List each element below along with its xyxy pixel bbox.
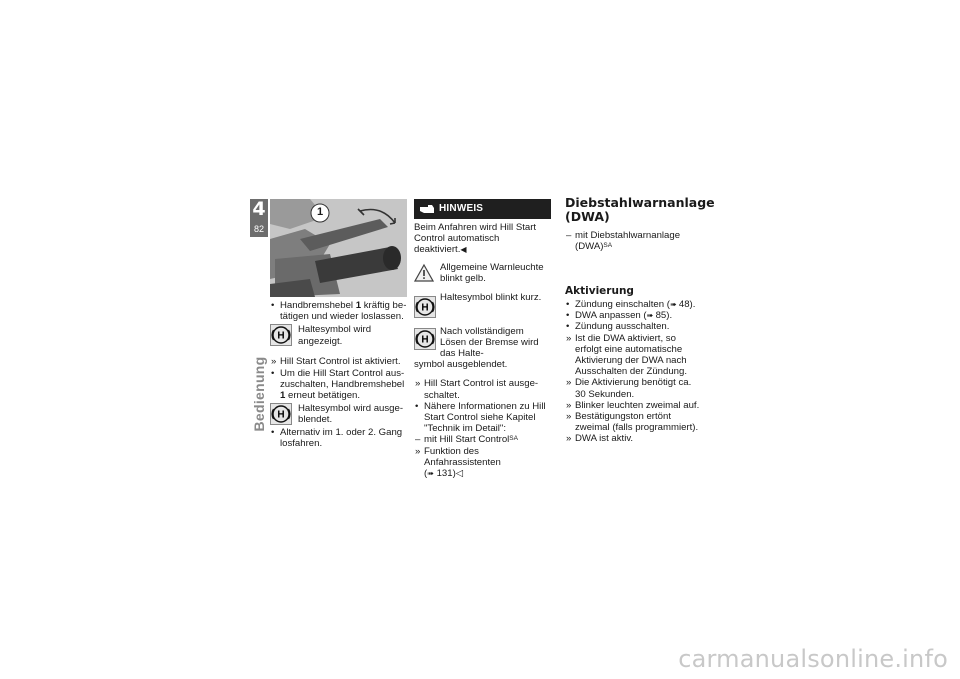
list-item: – mit Hill Start Control$^{SA}$ bbox=[415, 434, 518, 446]
hand-pointer-icon bbox=[420, 204, 435, 214]
hold-blink-row: H Haltesymbol blinkt kurz. bbox=[414, 292, 552, 322]
chapter-number: 4 bbox=[252, 198, 266, 220]
list-item: • Alternativ im 1. oder 2. Gang losfahren. bbox=[271, 427, 403, 450]
list-item: » Funktion des Anfahrassistenten (➠ 131)◁ bbox=[415, 445, 501, 480]
hold-symbol-row: H Haltesymbol wird ausge-blendet. bbox=[270, 403, 408, 427]
left-column bbox=[270, 300, 408, 450]
brake-lever-figure bbox=[270, 199, 407, 297]
side-chapter-title-text: Bedienung bbox=[251, 356, 267, 432]
warning-triangle-icon bbox=[414, 262, 434, 287]
svg-text:H: H bbox=[277, 409, 285, 421]
hold-symbol-icon bbox=[270, 324, 292, 349]
hold-symbol-icon bbox=[270, 403, 292, 428]
notice-header bbox=[414, 199, 551, 219]
list-item: » Die Aktivierung benötigt ca. 30 Sekunden. bbox=[566, 377, 692, 400]
warning-row: Allgemeine Warnleuchte blinkt gelb. bbox=[414, 262, 552, 286]
middle-column bbox=[414, 222, 552, 479]
page-ref-arrow-icon: ➠ bbox=[669, 300, 679, 309]
list-item: » Ist die DWA aktiviert, so erfolgt eine automatische Aktivierung der DWA nach Ausschalten der Zündung. bbox=[566, 332, 688, 378]
list-item: • Zündung ausschalten. bbox=[566, 321, 670, 333]
notice-text: Beim Anfahren wird Hill Start Control automatisch deaktiviert.◀ bbox=[414, 222, 537, 256]
list-item: • Zündung einschalten (➠ 48). bbox=[566, 299, 696, 310]
list-item: • Um die Hill Start Control aus-zuschalten, Handbremshebel 1 erneut betätigen. bbox=[271, 367, 405, 402]
hold-symbol-row: H Haltesymbol wird angezeigt. bbox=[270, 324, 408, 348]
hold-symbol-icon bbox=[414, 328, 436, 353]
svg-text:H: H bbox=[277, 330, 285, 342]
list-item: » DWA ist aktiv. bbox=[566, 433, 634, 445]
list-item: • Handbremshebel 1 kräftig be-tätigen und wieder loslassen. bbox=[271, 300, 407, 323]
page-ref-arrow-icon: ➠ bbox=[427, 469, 434, 479]
list-item: » Bestätigungston ertönt zweimal (falls programmiert). bbox=[566, 411, 699, 434]
list-item: » Hill Start Control ist aktiviert. bbox=[271, 356, 401, 368]
figure-callout: 1 bbox=[316, 206, 324, 218]
page-number: 82 bbox=[253, 224, 264, 234]
hold-release-row: H Nach vollständigem Lösen der Bremse wird das Halte- bbox=[414, 326, 552, 360]
activation-list bbox=[565, 299, 700, 445]
list-item: • DWA anpassen (➠ 85). bbox=[566, 310, 673, 322]
notice-label: HINWEIS bbox=[439, 203, 484, 214]
list-item: • Nähere Informationen zu Hill Start Control siehe Kapitel "Technik im Detail": bbox=[415, 400, 546, 435]
handlebar-illustration bbox=[270, 199, 407, 297]
svg-text:H: H bbox=[421, 334, 429, 346]
watermark: carmanualsonline.info bbox=[678, 645, 948, 673]
section-title: Diebstahlwarnanlage (DWA) bbox=[565, 195, 715, 224]
list-item: – mit Diebstahlwarnanlage (DWA)$^{SA}$ bbox=[566, 230, 681, 253]
hold-symbol-icon bbox=[414, 296, 436, 321]
svg-text:H: H bbox=[421, 302, 429, 314]
list-item: » Hill Start Control ist ausge-schaltet. bbox=[415, 378, 539, 401]
list-item: » Blinker leuchten zweimal auf. bbox=[566, 399, 700, 411]
subsection-title: Aktivierung bbox=[565, 285, 634, 297]
page-ref-arrow-icon: ➠ bbox=[646, 311, 656, 321]
hold-release-continuation: symbol ausgeblendet. bbox=[414, 359, 508, 371]
equipment-note bbox=[565, 230, 700, 252]
